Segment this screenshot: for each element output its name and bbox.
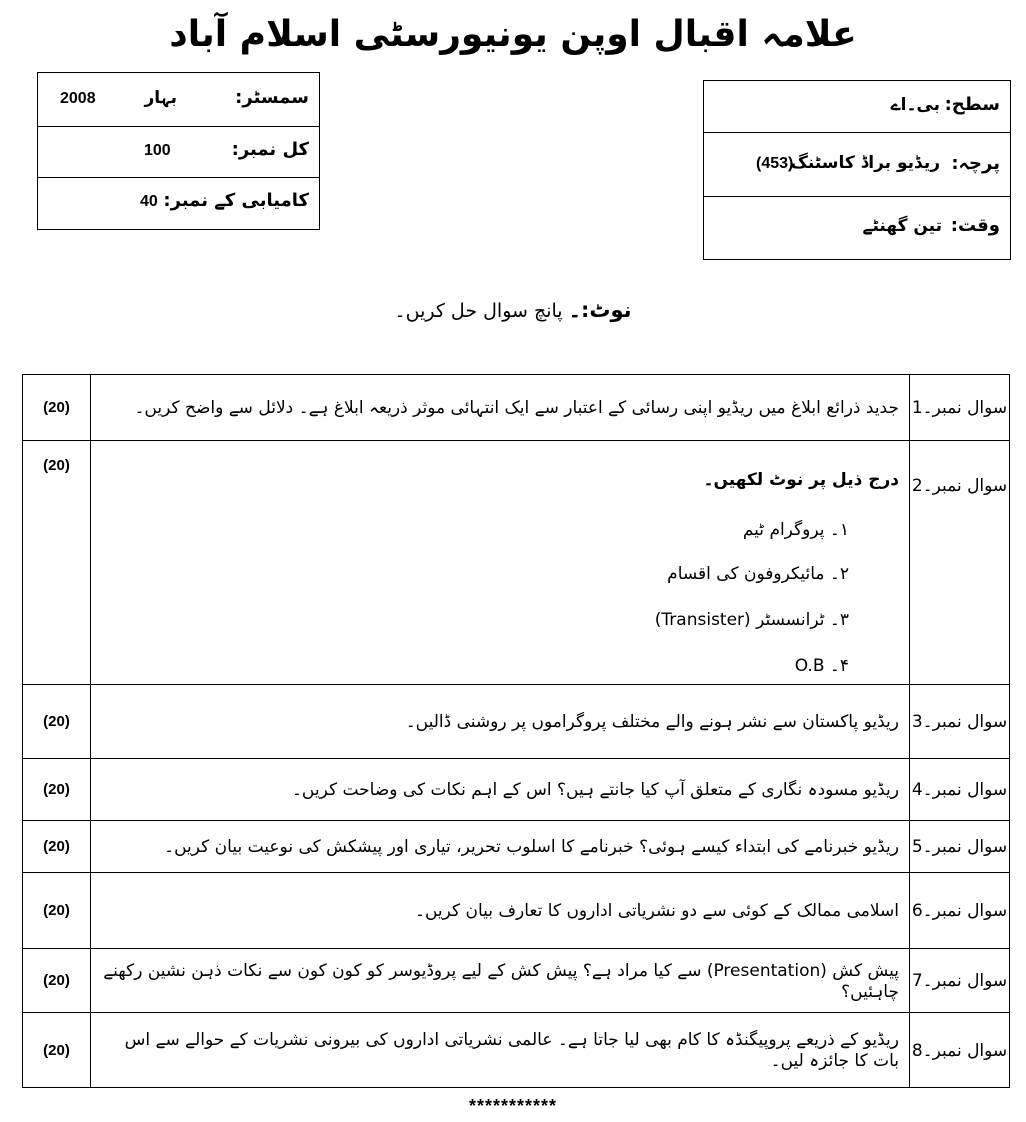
paper-code: (453): [756, 155, 794, 172]
semester-row: [38, 73, 319, 127]
time-row: [704, 197, 1010, 259]
semester-year: 2008: [60, 90, 96, 107]
level-value: بی۔اے: [890, 95, 940, 115]
exam-info-box: [37, 72, 320, 230]
time-label: وقت:: [950, 215, 1000, 236]
question-number: سوال نمبر۔3: [909, 685, 1009, 758]
pass-marks-label: کامیابی کے نمبر:: [163, 190, 309, 211]
question-marks: (20): [23, 685, 91, 758]
footer-stars: ***********: [468, 1096, 558, 1116]
instruction-note: [0, 298, 1026, 322]
question-marks: (20): [23, 759, 91, 820]
total-marks-value: 100: [144, 142, 171, 159]
question-text: پیش کش (Presentation) سے کیا مراد ہے؟ پیش کش کے لیے پروڈیوسر کو کون کون سے نکات ذہن نشین رکھنے چاہئیں؟: [103, 960, 899, 1002]
question-number: سوال نمبر۔7: [909, 949, 1009, 1012]
question-number: سوال نمبر۔4: [909, 759, 1009, 820]
question-number: سوال نمبر۔2: [909, 441, 1009, 684]
page-title: علامہ اقبال اوپن یونیورسٹی اسلام آباد: [169, 14, 857, 55]
sub-item-3: ۳۔ ٹرانسسٹر (Transister): [654, 610, 849, 630]
question-marks: (20): [23, 949, 91, 1012]
note-label: نوٹ:۔: [568, 298, 632, 322]
paper-value: ریڈیو براڈ کاسٹنگ: [790, 153, 940, 173]
sub-item-4: ۴۔ O.B: [794, 656, 849, 676]
level-label: سطح:: [944, 94, 1000, 115]
question-row-3: [23, 685, 1009, 759]
question-number: سوال نمبر۔6: [909, 873, 1009, 948]
sub-item-1: ۱۔ پروگرام ٹیم: [742, 520, 849, 540]
question-number: سوال نمبر۔5: [909, 821, 1009, 872]
course-info-box: [703, 80, 1011, 260]
question-row-2: [23, 441, 1009, 685]
total-marks-row: [38, 127, 319, 178]
total-marks-label: کل نمبر:: [231, 139, 309, 160]
question-text: ریڈیو خبرنامے کی ابتداء کیسے ہوئی؟ خبرنامے کا اسلوب تحریر، تیاری اور پیشکش کی نوعیت بیان کریں۔: [164, 837, 899, 857]
question-row-5: [23, 821, 1009, 873]
question-text: ریڈیو کے ذریعے پروپیگنڈہ کا کام بھی لیا جاتا ہے۔ عالمی نشریاتی اداروں کی بیرونی نشریات کے حوالے سے اس بات کا جائزہ لیں۔: [124, 1030, 899, 1071]
question-text: جدید ذرائع ابلاغ میں ریڈیو اپنی رسائی کے اعتبار سے ایک انتہائی موثر ذریعہ ابلاغ ہے۔ دلائل سے واضح کریں۔: [134, 398, 899, 418]
question-row-8: [23, 1013, 1009, 1087]
question-text: ریڈیو مسودہ نگاری کے متعلق آپ کیا جانتے ہیں؟ اس کے اہم نکات کی وضاحت کریں۔: [291, 780, 899, 800]
semester-label: سمسٹر:: [235, 87, 309, 108]
sub-item-2: ۲۔ مائیکروفون کی اقسام: [667, 564, 849, 584]
level-row: [704, 81, 1010, 133]
question-marks: (20): [23, 441, 91, 684]
question-row-6: [23, 873, 1009, 949]
question-marks: (20): [23, 1013, 91, 1087]
pass-marks-row: [38, 178, 319, 230]
paper-label: پرچہ:: [951, 153, 1000, 174]
semester-value: بہار: [144, 88, 177, 108]
paper-row: [704, 133, 1010, 197]
question-marks: (20): [23, 375, 91, 440]
questions-table: [22, 374, 1010, 1088]
question-text: درج ذیل پر نوٹ لکھیں۔: [703, 470, 899, 490]
question-row-4: [23, 759, 1009, 821]
question-text: ریڈیو پاکستان سے نشر ہونے والے مختلف پروگراموں پر روشنی ڈالیں۔: [405, 712, 899, 732]
question-marks: (20): [23, 821, 91, 872]
time-value: تین گھنٹے: [862, 216, 942, 236]
note-text: پانچ سوال حل کریں۔: [394, 300, 563, 322]
question-row-7: [23, 949, 1009, 1013]
question-number: سوال نمبر۔1: [909, 375, 1009, 440]
question-text: اسلامی ممالک کے کوئی سے دو نشریاتی اداروں کا تعارف بیان کریں۔: [414, 901, 899, 921]
question-marks: (20): [23, 873, 91, 948]
pass-marks-value: 40: [140, 193, 158, 210]
question-number: سوال نمبر۔8: [909, 1013, 1009, 1087]
question-row-1: [23, 375, 1009, 441]
